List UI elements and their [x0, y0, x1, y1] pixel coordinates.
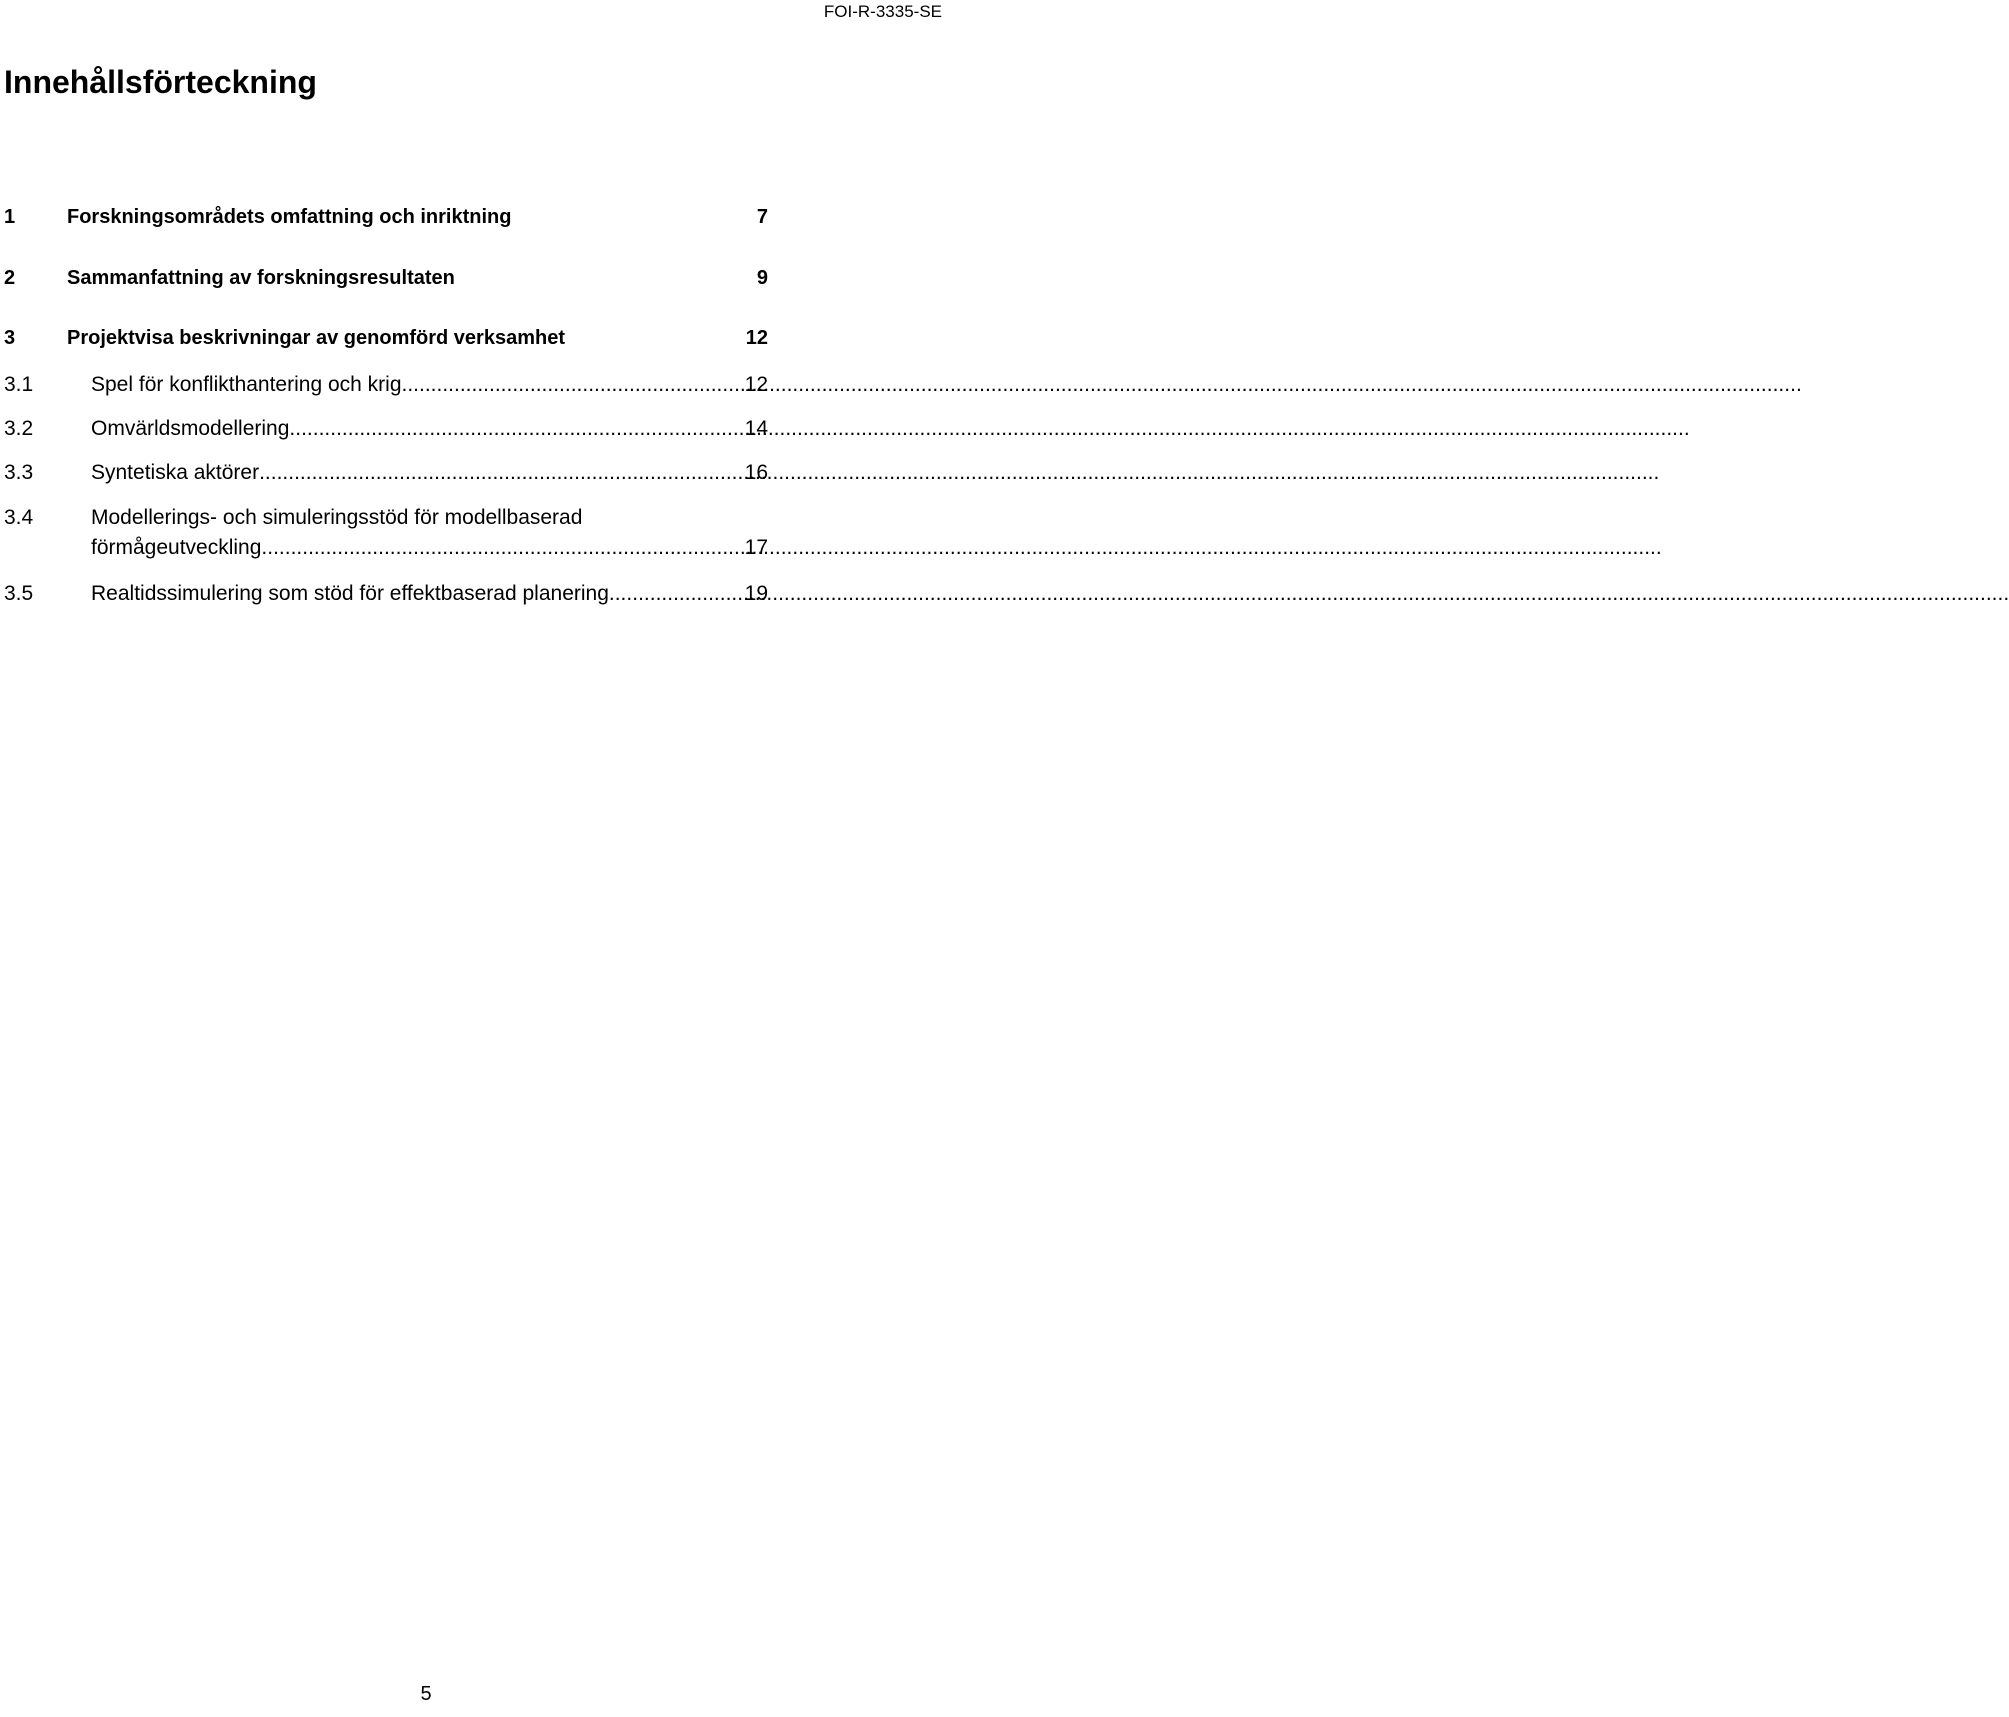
toc-entry-page: 12 [745, 327, 768, 349]
toc-entry-number: 3 [4, 327, 16, 349]
toc-entry-page: 16 [744, 461, 768, 484]
toc-entry-label: Omvärldsmodellering [91, 417, 290, 440]
toc-entry-number: 3.4 [4, 506, 34, 529]
toc-entry-page: 19 [744, 582, 768, 605]
toc-entry-1[interactable] [4, 205, 768, 229]
toc-dot-leader [402, 372, 745, 398]
page-title: Innehållsförteckning [4, 64, 317, 100]
toc-entry-number: 3.3 [4, 461, 34, 484]
toc-entry-label: Modellerings- och simuleringsstöd för modellbaserad [91, 506, 583, 529]
toc-entry-number: 1 [4, 206, 16, 228]
toc-dot-leader [259, 460, 745, 486]
toc-entry-3-1[interactable] [4, 372, 768, 398]
report-id: FOI-R-3335-SE [823, 2, 942, 21]
toc-entry-2[interactable] [4, 266, 768, 290]
toc-entry-page: 9 [756, 267, 768, 289]
toc-entry-page: 7 [756, 206, 768, 228]
toc-entry-3-3[interactable] [4, 460, 768, 486]
toc-entry-3-2[interactable] [4, 416, 768, 442]
page-number: 5 [420, 1683, 432, 1705]
toc-entry-label: Projektvisa beskrivningar av genomförd verksamhet [67, 327, 565, 349]
toc-entry-label: Syntetiska aktörer [91, 461, 260, 484]
toc-entry-number: 3.1 [4, 373, 34, 396]
toc-entry-label: Spel för konflikthantering och krig [91, 373, 402, 396]
toc-entry-label: Sammanfattning av forskningsresultaten [67, 267, 455, 289]
toc-entry-number: 2 [4, 267, 16, 289]
toc-entry-page: 17 [744, 536, 768, 559]
toc-entry-label-continuation: förmågeutveckling [91, 536, 262, 559]
toc-entry-3[interactable] [4, 326, 768, 350]
toc-entry-label: Forskningsområdets omfattning och inriktning [67, 206, 512, 228]
toc-entry-number: 3.2 [4, 417, 34, 440]
toc-entry-3-4[interactable] [4, 505, 768, 561]
toc-dot-leader [289, 416, 744, 442]
toc-entry-page: 12 [744, 373, 768, 396]
toc-entry-3-5[interactable] [4, 581, 768, 607]
toc-entry-number: 3.5 [4, 582, 34, 605]
toc-dot-leader [609, 581, 745, 607]
toc-entry-page: 14 [744, 417, 768, 440]
toc-dot-leader [261, 535, 744, 561]
toc-entry-label: Realtidssimulering som stöd för effektbaserad planering [91, 582, 609, 605]
